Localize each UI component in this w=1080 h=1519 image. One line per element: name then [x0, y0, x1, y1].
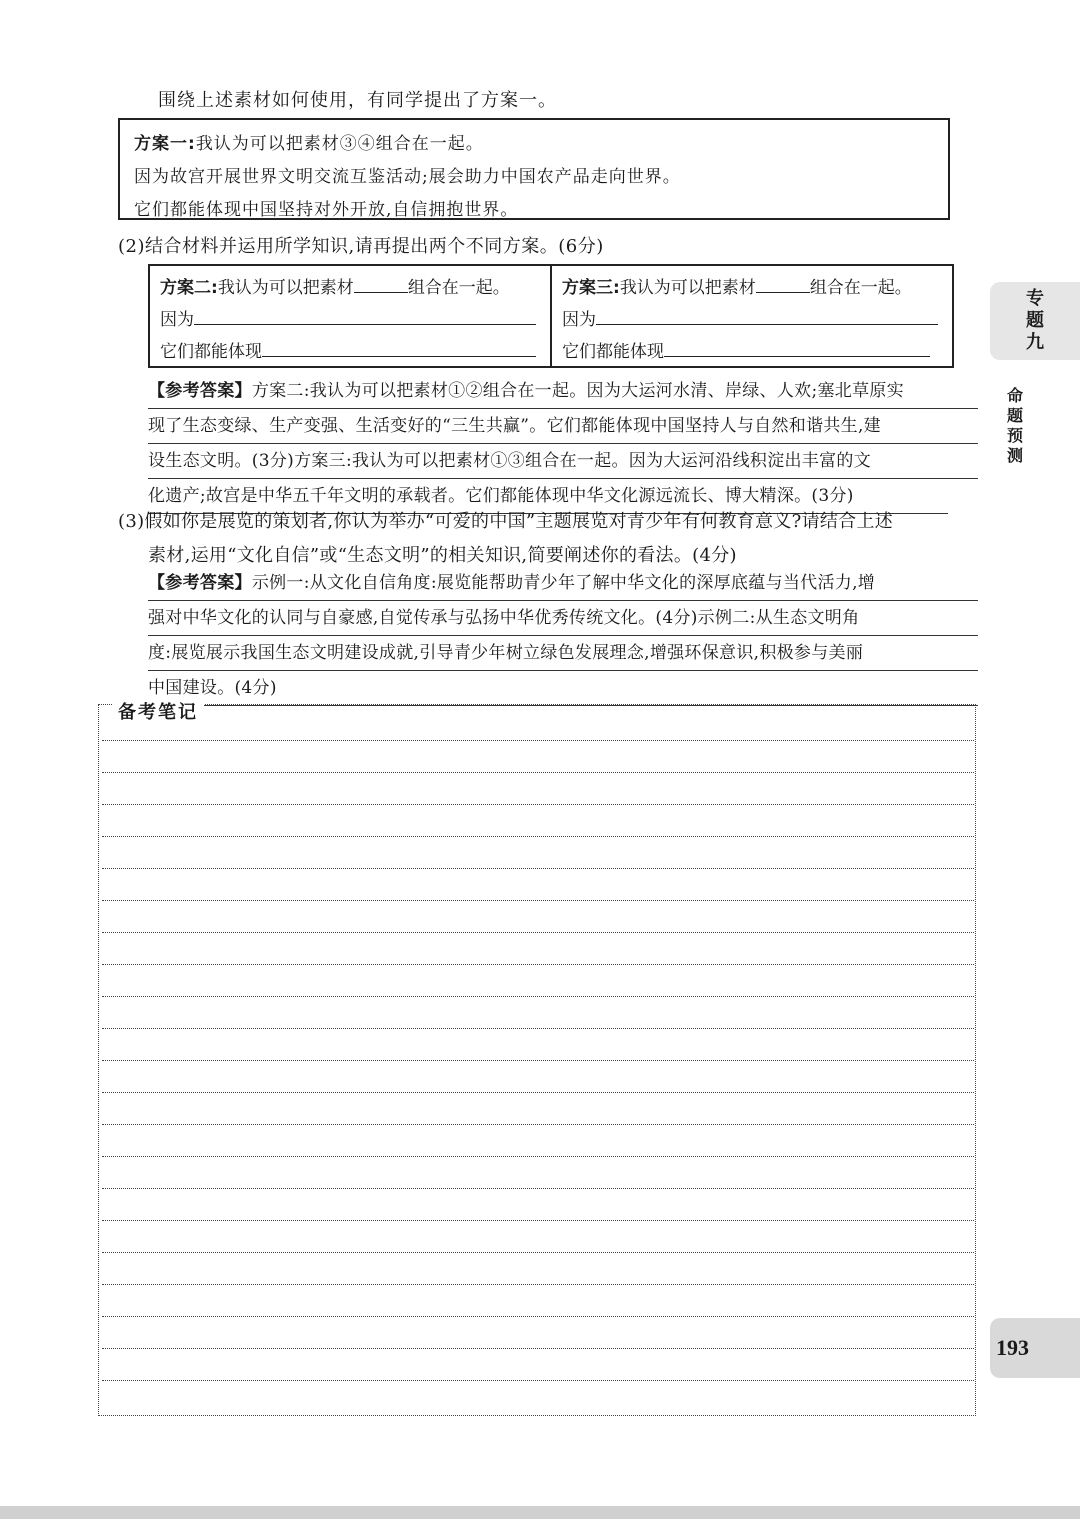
question-2: (2)结合材料并运用所学知识,请再提出两个不同方案。(6分)	[118, 236, 604, 257]
plan-two-text-a: 我认为可以把素材	[217, 278, 354, 298]
plan-one-box	[118, 118, 950, 220]
notes-line	[102, 1284, 974, 1285]
notes-line	[102, 1348, 974, 1349]
plan-two-label: 方案二:	[160, 278, 218, 298]
notes-line	[102, 1156, 974, 1157]
plan-two-blank-reason[interactable]	[194, 304, 536, 325]
chapter-tab-char: 九	[1026, 332, 1044, 353]
notes-line	[102, 740, 974, 741]
plan-three-because: 因为	[562, 310, 596, 330]
notes-line	[102, 1060, 974, 1061]
bottom-bar	[0, 1506, 1080, 1519]
intro-text: 围绕上述素材如何使用，有同学提出了方案一。	[158, 90, 557, 111]
answer-3-line-1	[148, 566, 978, 601]
answer-3-line-4: 中国建设。(4分)	[148, 671, 978, 706]
plan-three-blank-reflect[interactable]	[664, 336, 930, 357]
plans-table	[148, 264, 954, 368]
plan-one-line-2: 因为故宫开展世界文明交流互鉴活动;展会助力中国农产品走向世界。	[134, 167, 681, 187]
plan-two-text-b: 组合在一起。	[407, 278, 510, 298]
plan-three-blank-reason[interactable]	[596, 304, 938, 325]
plan-three-blank-material[interactable]	[756, 272, 810, 293]
answer-3-text-1: 示例一:从文化自信角度:展览能帮助青少年了解中华文化的深厚底蕴与当代活力,增	[251, 573, 876, 593]
plan-one-line-3: 它们都能体现中国坚持对外开放,自信拥抱世界。	[134, 200, 519, 220]
plan-one-text: 我认为可以把素材③④组合在一起。	[195, 134, 484, 154]
notes-line	[102, 1124, 974, 1125]
plan-one-line-1	[134, 128, 934, 161]
question-3-line-2: 素材,运用“文化自信”或“生态文明”的相关知识,简要阐述你的看法。(4分)	[148, 545, 737, 566]
plan-three-cell	[552, 266, 952, 366]
plan-two-blank-material[interactable]	[354, 272, 408, 293]
plan-three-label: 方案三:	[562, 278, 620, 298]
plan-two-cell	[150, 266, 552, 366]
page-number: 193	[990, 1318, 1080, 1378]
notes-line	[102, 1316, 974, 1317]
section-label-char: 命	[1006, 386, 1023, 405]
answer-tag: 【参考答案】	[148, 381, 252, 401]
notes-line	[102, 1188, 974, 1189]
notes-line	[102, 772, 974, 773]
answer-2-line-4: 化遗产;故宫是中华五千年文明的承载者。它们都能体现中华文化源远流长、博大精深。(3分)	[148, 479, 948, 514]
notes-line	[102, 868, 974, 869]
answer-3	[148, 566, 978, 706]
notes-line	[102, 1380, 974, 1381]
question-3	[118, 505, 988, 573]
notes-line	[102, 932, 974, 933]
answer-3-line-2: 强对中华文化的认同与自豪感,自觉传承与弘扬中华优秀传统文化。(4分)示例二:从生态文明角	[148, 601, 978, 636]
section-label	[1003, 386, 1027, 466]
answer-3-line-3: 度:展览展示我国生态文明建设成就,引导青少年树立绿色发展理念,增强环保意识,积极参与美丽	[148, 636, 978, 671]
answer-2-line-3: 设生态文明。(3分)方案三:我认为可以把素材①③组合在一起。因为大运河沿线积淀出丰富的文	[148, 444, 978, 479]
plan-three-text-b: 组合在一起。	[809, 278, 912, 298]
chapter-tab-char: 题	[1026, 310, 1044, 331]
section-label-char: 预	[1006, 426, 1023, 445]
notes-line	[102, 1092, 974, 1093]
notes-title: 备考笔记	[112, 698, 204, 724]
notes-line	[102, 964, 974, 965]
section-label-char: 题	[1006, 406, 1023, 425]
notes-line	[102, 900, 974, 901]
plan-two-reflect: 它们都能体现	[160, 342, 262, 362]
answer-2-line-1	[148, 374, 978, 409]
notes-line	[102, 836, 974, 837]
notes-line	[102, 804, 974, 805]
notes-line	[102, 1220, 974, 1221]
answer-tag: 【参考答案】	[148, 573, 252, 593]
answer-2	[148, 374, 978, 514]
plan-two-blank-reflect[interactable]	[262, 336, 536, 357]
answer-2-text-1: 方案二:我认为可以把素材①②组合在一起。因为大运河水清、岸绿、人欢;塞北草原实	[251, 381, 904, 401]
plan-three-reflect: 它们都能体现	[562, 342, 664, 362]
notes-line	[102, 1028, 974, 1029]
plan-three-text-a: 我认为可以把素材	[619, 278, 756, 298]
plan-two-because: 因为	[160, 310, 194, 330]
chapter-tab-char: 专	[1026, 288, 1044, 309]
notes-line	[102, 996, 974, 997]
section-label-char: 测	[1006, 446, 1023, 465]
question-3-line-1: (3)假如你是展览的策划者,你认为举办“可爱的中国”主题展览对青少年有何教育意义?请结合上述	[118, 511, 894, 532]
notes-line	[102, 1252, 974, 1253]
plan-one-label: 方案一:	[134, 134, 196, 154]
answer-2-line-2: 现了生态变绿、生产变强、生活变好的“三生共赢”。它们都能体现中国坚持人与自然和谐共生,建	[148, 409, 978, 444]
chapter-tab	[990, 282, 1080, 360]
